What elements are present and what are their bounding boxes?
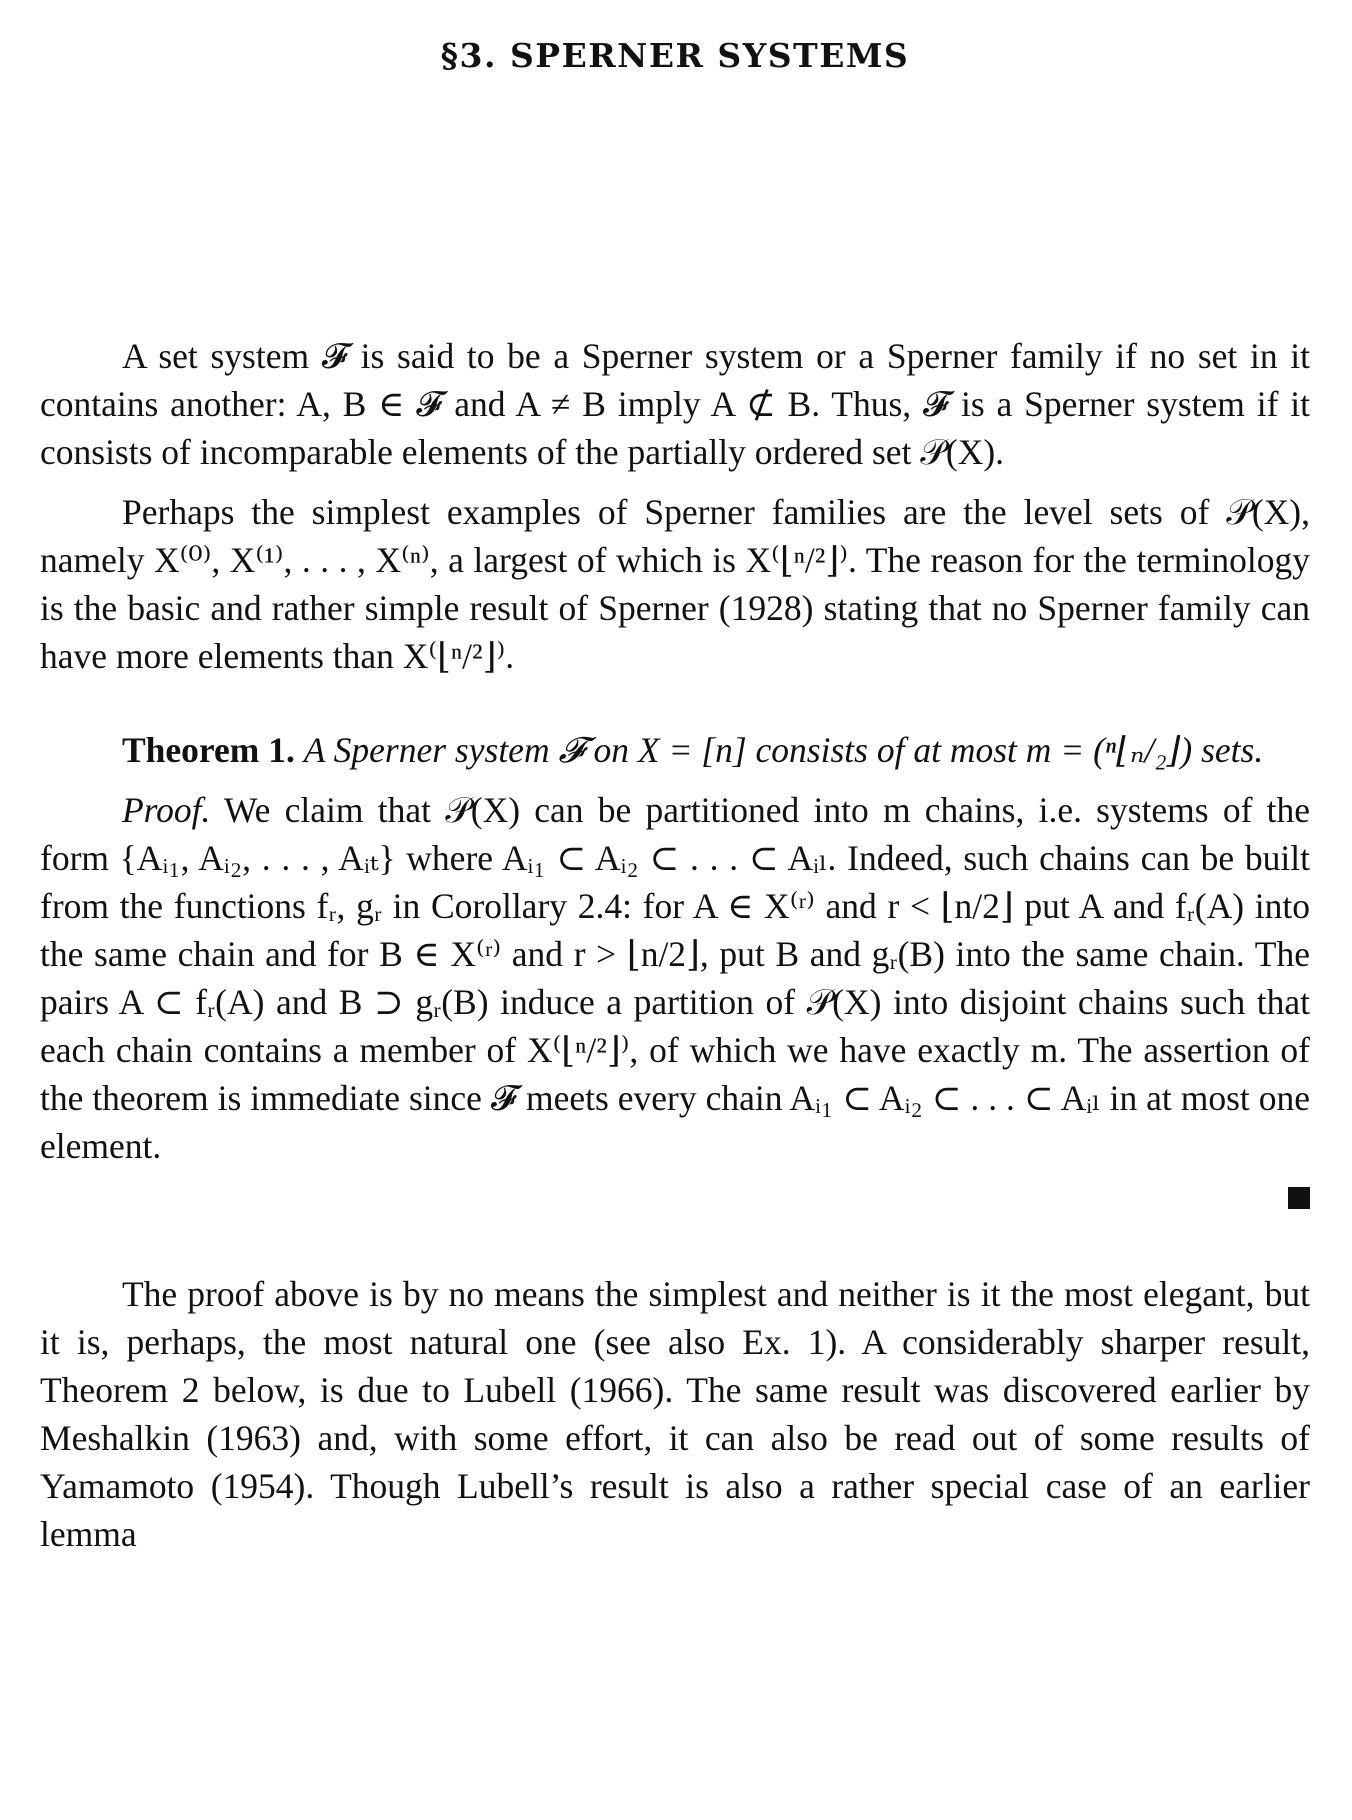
paragraph-level-sets: Perhaps the simplest examples of Sperner families are the level sets of 𝒫(X), namely X⁽⁰⁾, X⁽¹⁾, . . . , X⁽ⁿ⁾, a largest of which is X⁽⌊ⁿ/²⌋⁾. The reason for the terminology is the basic and rather simple result of Sperner (1928) stating that no Sperner family can have more elements than X⁽⌊ⁿ/²⌋⁾.: [40, 492, 1310, 676]
body-text: [40, 332, 1310, 1558]
section-title: §3. SPERNER SYSTEMS: [440, 36, 910, 75]
qed-square-icon: [1288, 1187, 1310, 1209]
paragraph-definition: A set system 𝓕 is said to be a Sperner system or a Sperner family if no set in it contains another: A, B ∈ 𝓕 and A ≠ B imply A ⊄ B. Thus, 𝓕 is a Sperner system if it consists of incomparable elements of the partially ordered set 𝒫(X).: [40, 336, 1310, 472]
proof-label: Proof.: [122, 790, 211, 830]
page: [40, 0, 1310, 1820]
proof-text: We claim that 𝒫(X) can be partitioned into m chains, i.e. systems of the form {Aᵢ₁, Aᵢ₂, . . . , Aᵢₜ} where Aᵢ₁ ⊂ Aᵢ₂ ⊂ . . . ⊂ Aᵢₗ. Indeed, such chains can be built from the functions fᵣ, gᵣ in Corollary 2.4: for A ∈ X⁽ʳ⁾ and r < ⌊n/2⌋ put A and fᵣ(A) into the same chain and for B ∈ X⁽ʳ⁾ and r > ⌊n/2⌋, put B and gᵣ(B) into the same chain. The pairs A ⊂ fᵣ(A) and B ⊃ gᵣ(B) induce a partition of 𝒫(X) into disjoint chains such that each chain contains a member of X⁽⌊ⁿ/²⌋⁾, of which we have exactly m. The assertion of the theorem is immediate since 𝓕 meets every chain Aᵢ₁ ⊂ Aᵢ₂ ⊂ . . . ⊂ Aᵢₗ in at most one element.: [40, 790, 1311, 1166]
theorem-statement: A Sperner system 𝓕 on X = [n] consists of at most m = (ⁿ⌊ₙ/₂⌋) sets.: [303, 730, 1264, 770]
theorem-1: [40, 726, 1310, 774]
proof: [40, 786, 1310, 1170]
theorem-label: Theorem 1.: [122, 730, 295, 770]
qed-mark: [40, 1170, 1310, 1218]
paragraph-lubell: The proof above is by no means the simplest and neither is it the most elegant, but it is, perhaps, the most natural one (see also Ex. 1). A considerably sharper result, Theorem 2 below, is due to Lubell (1966). The same result was discovered earlier by Meshalkin (1963) and, with some effort, it can also be read out of some results of Yamamoto (1954). Though Lubell’s result is also a rather special case of an earlier lemma: [40, 1274, 1310, 1554]
